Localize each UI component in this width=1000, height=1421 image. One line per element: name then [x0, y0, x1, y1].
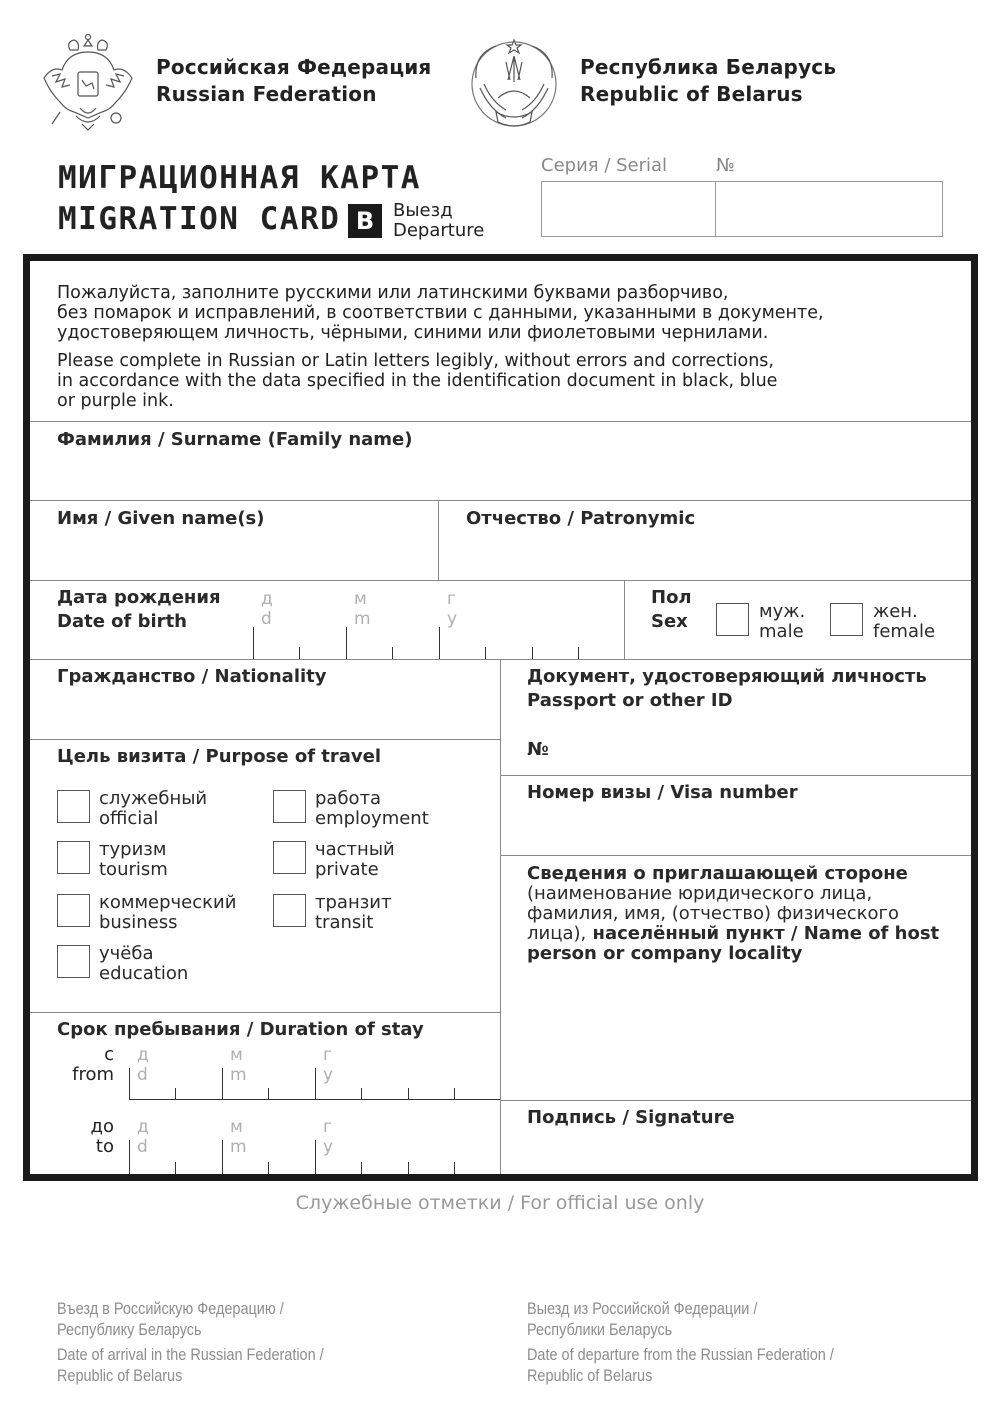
title-ru: МИГРАЦИОННАЯ КАРТА [58, 160, 421, 196]
number-label: № [716, 155, 735, 176]
tick [129, 1068, 130, 1099]
tick [439, 627, 440, 659]
purpose-label: Цель визита / Purpose of travel [57, 746, 382, 767]
patronymic-field[interactable] [439, 501, 971, 580]
host-label-line: person or company locality [527, 943, 803, 964]
tick [175, 1088, 176, 1099]
sex-female-label: жен. female [873, 601, 936, 642]
serial-field[interactable] [541, 181, 716, 237]
host-field[interactable] [501, 856, 971, 1100]
arrival-date-label [57, 1298, 324, 1386]
duration-section [30, 1013, 500, 1174]
instructions-en [57, 351, 777, 411]
to-month-hint: м m [230, 1117, 247, 1157]
signature-label: Подпись / Signature [527, 1107, 735, 1128]
tick [253, 627, 254, 659]
tick [408, 1162, 409, 1174]
tick [454, 1162, 455, 1174]
belarus-name-ru: Республика Беларусь [580, 55, 837, 79]
instructions-ru [57, 283, 824, 343]
identity-document-number-label: № [527, 739, 549, 760]
purpose-section [30, 740, 500, 1012]
purpose-tourism-checkbox[interactable] [57, 841, 90, 874]
tick [268, 1162, 269, 1174]
departure-label-line: Date of departure from the Russian Federation / [527, 1345, 834, 1364]
purpose-transit-label: транзит transit [315, 892, 392, 933]
tick [299, 647, 300, 659]
nationality-field[interactable] [30, 660, 500, 739]
sex-label-ru: Пол [651, 587, 692, 608]
surname-field[interactable] [30, 422, 971, 500]
belarus-name-en: Republic of Belarus [580, 82, 803, 106]
purpose-transit-checkbox[interactable] [273, 894, 306, 927]
sex-male-label: муж. male [759, 601, 806, 642]
host-label-part: населённый пункт / Name of host [586, 923, 940, 944]
migration-card-form [23, 254, 978, 1181]
tick [175, 1162, 176, 1174]
tick [532, 647, 533, 659]
title-en: MIGRATION CARD [58, 201, 341, 237]
dob-label [57, 586, 221, 634]
dob-day-hint: д d [261, 589, 273, 629]
sex-field [625, 581, 971, 659]
host-label-line: фамилия, имя, (отчество) физического [527, 903, 900, 924]
to-year-hint: г y [323, 1117, 334, 1157]
dob-label-ru: Дата рождения [57, 587, 221, 608]
russian-emblem-icon [40, 32, 136, 132]
duration-from-label: с from [72, 1044, 114, 1085]
purpose-official-checkbox[interactable] [57, 790, 90, 823]
belarus-emblem-icon [466, 38, 562, 130]
part-label-ru: Выезд [393, 200, 453, 221]
tick [578, 647, 579, 659]
belarus-name [580, 54, 836, 108]
instructions-en-line: or purple ink. [57, 391, 174, 411]
identity-document-label-ru: Документ, удостоверяющий личность [527, 666, 927, 687]
tick [361, 1162, 362, 1174]
purpose-private-label: частный private [315, 839, 395, 880]
tick [129, 1140, 130, 1174]
dob-month-hint: м m [354, 589, 371, 629]
departure-label-line: Republic of Belarus [527, 1366, 653, 1385]
patronymic-label: Отчество / Patronymic [466, 508, 696, 529]
purpose-employment-label: работа employment [315, 788, 429, 829]
tick [222, 1140, 223, 1174]
purpose-private-checkbox[interactable] [273, 841, 306, 874]
host-label-line: (наименование юридического лица, [527, 883, 873, 904]
from-day-hint: д d [137, 1045, 149, 1085]
tick [268, 1088, 269, 1099]
sex-female-checkbox[interactable] [830, 603, 863, 636]
russia-name [156, 54, 431, 108]
official-use-label: Служебные отметки / For official use only [295, 1192, 705, 1214]
duration-label: Срок пребывания / Duration of stay [57, 1019, 424, 1040]
given-names-field[interactable] [30, 501, 438, 580]
part-letter-badge: B [348, 204, 382, 238]
host-label-line: Сведения о приглашающей стороне [527, 863, 908, 884]
from-month-hint: м m [230, 1045, 247, 1085]
visa-number-label: Номер визы / Visa number [527, 782, 798, 803]
instructions-en-line: in accordance with the data specified in the identification document in black, blue [57, 371, 778, 391]
tick [408, 1088, 409, 1099]
dob-year-hint: г y [447, 589, 458, 629]
departure-label-line: Республики Беларусь [527, 1320, 673, 1339]
host-label [527, 864, 957, 964]
arrival-label-line: Date of arrival in the Russian Federation / [57, 1345, 324, 1364]
date-of-birth-field[interactable] [30, 581, 624, 659]
tick [485, 647, 486, 659]
arrival-label-line: Республику Беларусь [57, 1320, 202, 1339]
from-year-hint: г y [323, 1045, 334, 1085]
departure-date-label [527, 1298, 834, 1386]
departure-label-line: Выезд из Российской Федерации / [527, 1299, 758, 1318]
serial-label: Серия / Serial [541, 155, 668, 176]
tick [392, 647, 393, 659]
purpose-business-checkbox[interactable] [57, 894, 90, 927]
purpose-education-checkbox[interactable] [57, 945, 90, 978]
tick [361, 1088, 362, 1099]
tick [222, 1068, 223, 1099]
identity-document-field[interactable] [501, 660, 971, 775]
instructions-en-line: Please complete in Russian or Latin letters legibly, without errors and corrections, [57, 351, 774, 371]
instructions-ru-line: без помарок и исправлений, в соответствии с данными, указанными в документе, [57, 303, 824, 323]
duration-from-field[interactable] [30, 1045, 500, 1101]
to-day-hint: д d [137, 1117, 149, 1157]
host-label-part: лица), [527, 923, 587, 944]
sex-label-en: Sex [651, 611, 688, 632]
purpose-official-label: служебный official [99, 788, 208, 829]
identity-document-label [527, 665, 927, 713]
tick [346, 627, 347, 659]
tick [315, 1140, 316, 1174]
nationality-label: Гражданство / Nationality [57, 666, 327, 687]
given-names-label: Имя / Given name(s) [57, 508, 265, 529]
part-label [393, 201, 484, 241]
number-field[interactable] [715, 181, 943, 237]
sex-male-checkbox[interactable] [716, 603, 749, 636]
dob-label-en: Date of birth [57, 611, 187, 632]
visa-number-field[interactable] [501, 776, 971, 855]
arrival-label-line: Въезд в Российскую Федерацию / [57, 1299, 284, 1318]
tick [454, 1088, 455, 1099]
signature-field[interactable] [501, 1101, 971, 1174]
purpose-education-label: учёба education [99, 943, 189, 984]
purpose-tourism-label: туризм tourism [99, 839, 168, 880]
duration-to-field[interactable] [30, 1117, 500, 1174]
surname-label: Фамилия / Surname (Family name) [57, 429, 413, 450]
duration-to-label: до to [90, 1116, 114, 1157]
sex-label [651, 586, 692, 634]
arrival-label-line: Republic of Belarus [57, 1366, 183, 1385]
purpose-business-label: коммерческий business [99, 892, 237, 933]
tick [315, 1068, 316, 1099]
part-label-en: Departure [393, 220, 485, 241]
instructions-ru-line: удостоверяющем личность, чёрными, синими или фиолетовыми чернилами. [57, 323, 769, 343]
purpose-employment-checkbox[interactable] [273, 790, 306, 823]
instructions-ru-line: Пожалуйста, заполните русскими или латинскими буквами разборчиво, [57, 283, 729, 303]
russia-name-ru: Российская Федерация [156, 55, 432, 79]
identity-document-label-en: Passport or other ID [527, 690, 733, 711]
baseline [129, 1099, 500, 1100]
russia-name-en: Russian Federation [156, 82, 377, 106]
